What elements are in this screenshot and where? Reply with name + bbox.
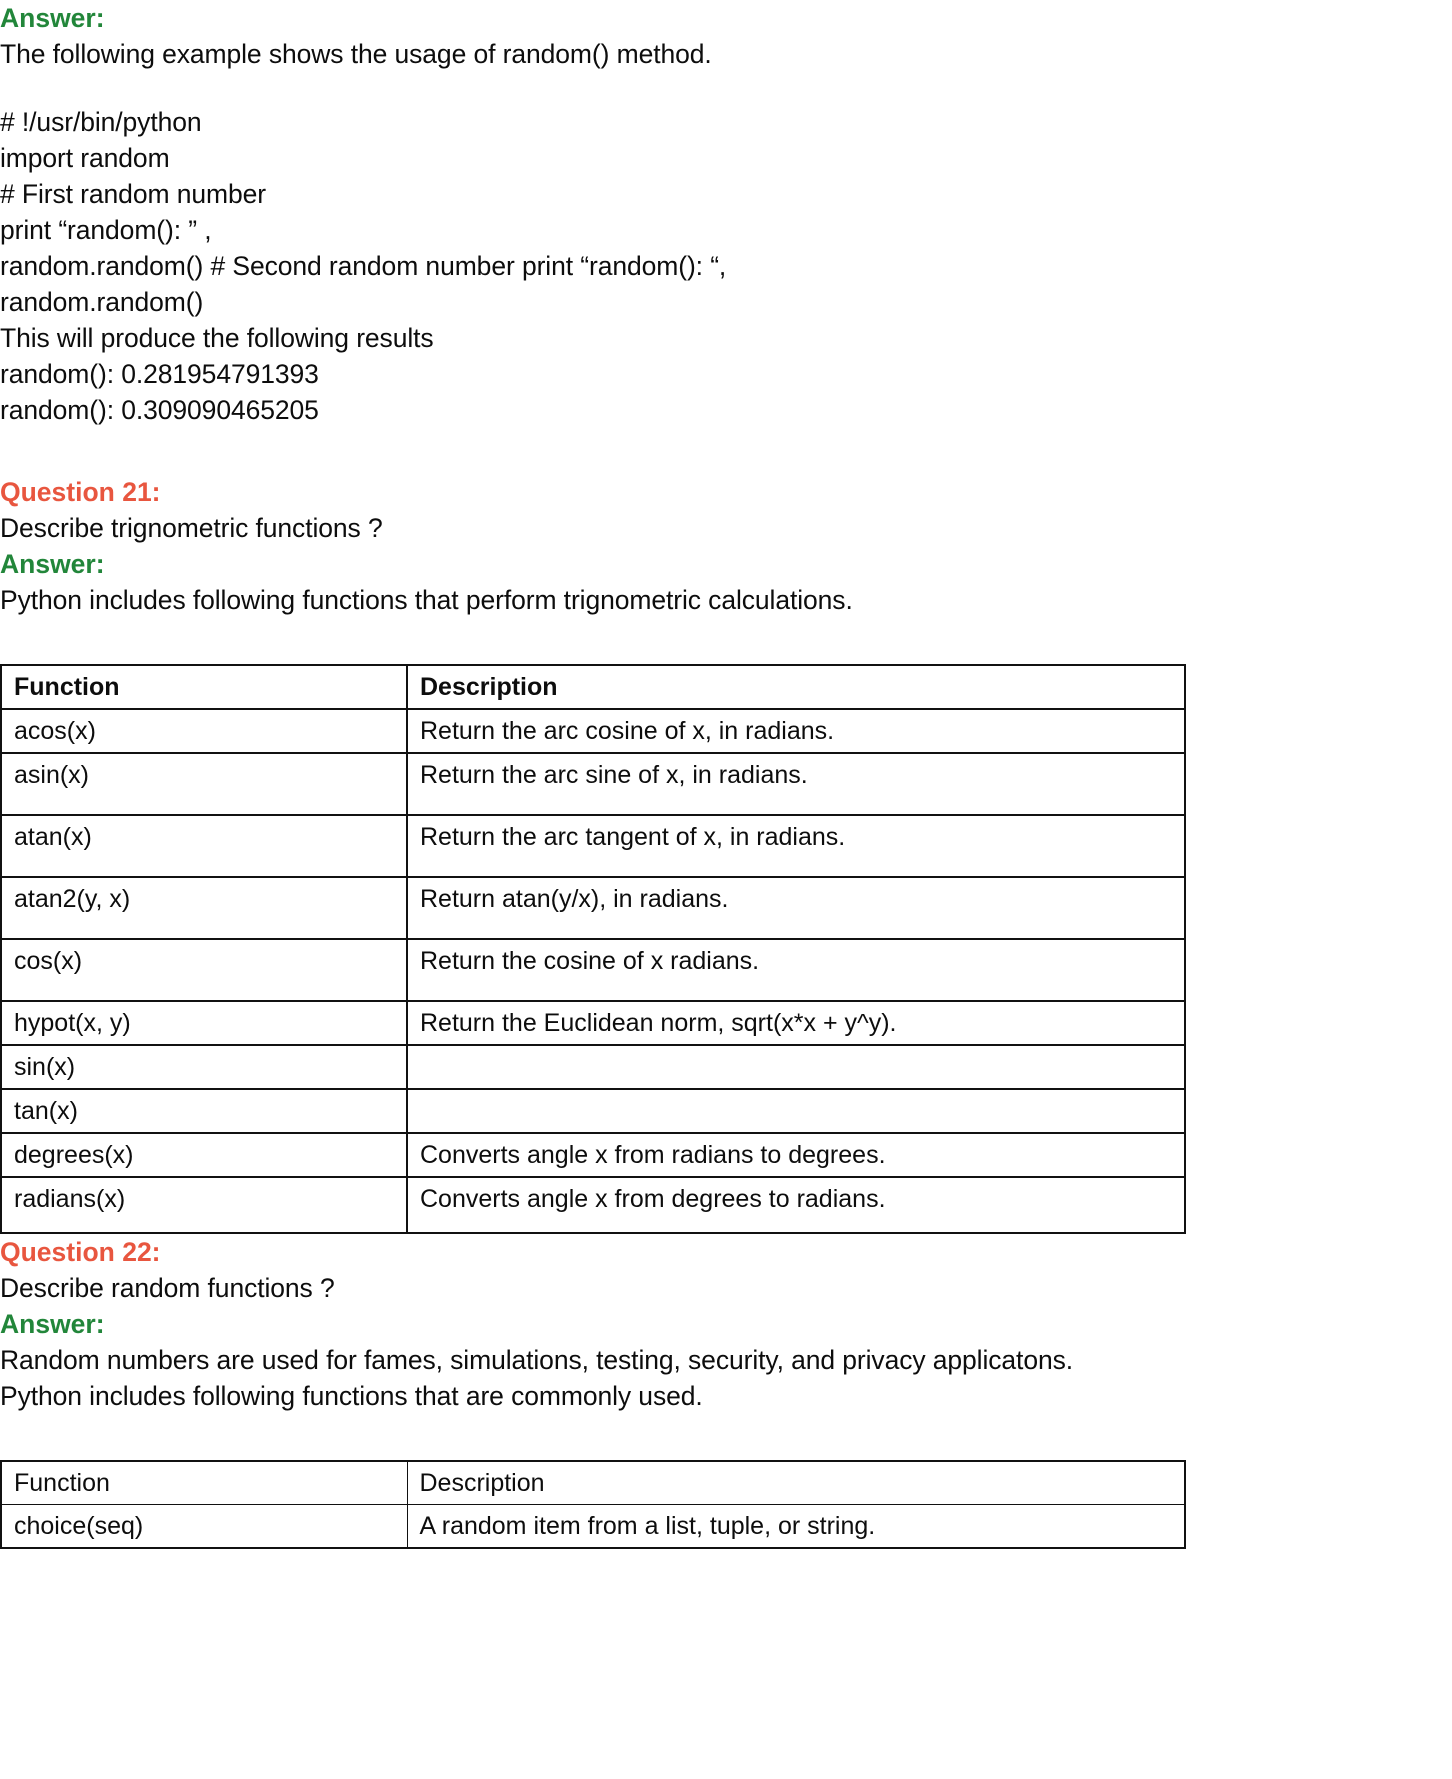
answer-21-text: Python includes following functions that perform trignometric calculations. [0,585,853,615]
cell-description: A random item from a list, tuple, or string. [407,1505,1185,1549]
table-row [1,1133,1185,1177]
code-line-6: This will produce the following results [0,323,434,353]
cell-description: Return the arc sine of x, in radians. [407,753,1185,815]
cell-function: atan2(y, x) [1,877,407,939]
spacer [0,1414,1452,1460]
cell-function: degrees(x) [1,1133,407,1177]
code-line-7: random(): 0.281954791393 [0,359,319,389]
table-row [1,1045,1185,1089]
table-row [1,877,1185,939]
table-row [1,1177,1185,1233]
cell-description [407,1089,1185,1133]
cell-function: tan(x) [1,1089,407,1133]
cell-function: radians(x) [1,1177,407,1233]
code-line-5: random.random() [0,287,204,317]
table-row [1,1505,1185,1549]
cell-description: Return the cosine of x radians. [407,939,1185,1001]
random-method-intro: The following example shows the usage of random() method. [0,39,712,69]
cell-function: atan(x) [1,815,407,877]
code-line-3: print “random(): ” , [0,215,212,245]
column-header-description: Description [407,665,1185,709]
answer-22-text-2: Python includes following functions that are commonly used. [0,1381,703,1411]
cell-function: asin(x) [1,753,407,815]
answer-22-heading: Answer: [0,1309,105,1339]
answer-21-heading: Answer: [0,549,105,579]
spacer [0,428,1452,474]
cell-description: Return the arc tangent of x, in radians. [407,815,1185,877]
cell-description: Return atan(y/x), in radians. [407,877,1185,939]
random-functions-table [0,1460,1186,1549]
code-line-4: random.random() # Second random number print “random(): “, [0,251,727,281]
trigonometric-functions-table [0,664,1186,1234]
answer-heading-20: Answer: [0,3,105,33]
code-line-1: import random [0,143,170,173]
table-row [1,1089,1185,1133]
table-row [1,709,1185,753]
column-header-function: Function [1,1461,407,1505]
table-row [1,939,1185,1001]
question-21-text: Describe trignometric functions ? [0,513,383,543]
cell-function: choice(seq) [1,1505,407,1549]
code-line-8: random(): 0.309090465205 [0,395,319,425]
code-line-0: # !/usr/bin/python [0,107,202,137]
question-21-heading: Question 21: [0,477,161,507]
question-22-text: Describe random functions ? [0,1273,335,1303]
answer-22-text-1: Random numbers are used for fames, simulations, testing, security, and privacy applicatons. [0,1345,1074,1375]
table-row [1,1001,1185,1045]
cell-function: hypot(x, y) [1,1001,407,1045]
question-22-heading: Question 22: [0,1237,161,1267]
spacer [0,618,1452,664]
cell-function: cos(x) [1,939,407,1001]
cell-function: acos(x) [1,709,407,753]
column-header-description: Description [407,1461,1185,1505]
column-header-function: Function [1,665,407,709]
spacer [0,72,1452,104]
table-row [1,753,1185,815]
cell-function: sin(x) [1,1045,407,1089]
table-header-row [1,665,1185,709]
table-header-row [1,1461,1185,1505]
cell-description: Return the arc cosine of x, in radians. [407,709,1185,753]
code-line-2: # First random number [0,179,266,209]
cell-description: Return the Euclidean norm, sqrt(x*x + y^y). [407,1001,1185,1045]
table-row [1,815,1185,877]
cell-description: Converts angle x from degrees to radians. [407,1177,1185,1233]
cell-description [407,1045,1185,1089]
cell-description: Converts angle x from radians to degrees. [407,1133,1185,1177]
